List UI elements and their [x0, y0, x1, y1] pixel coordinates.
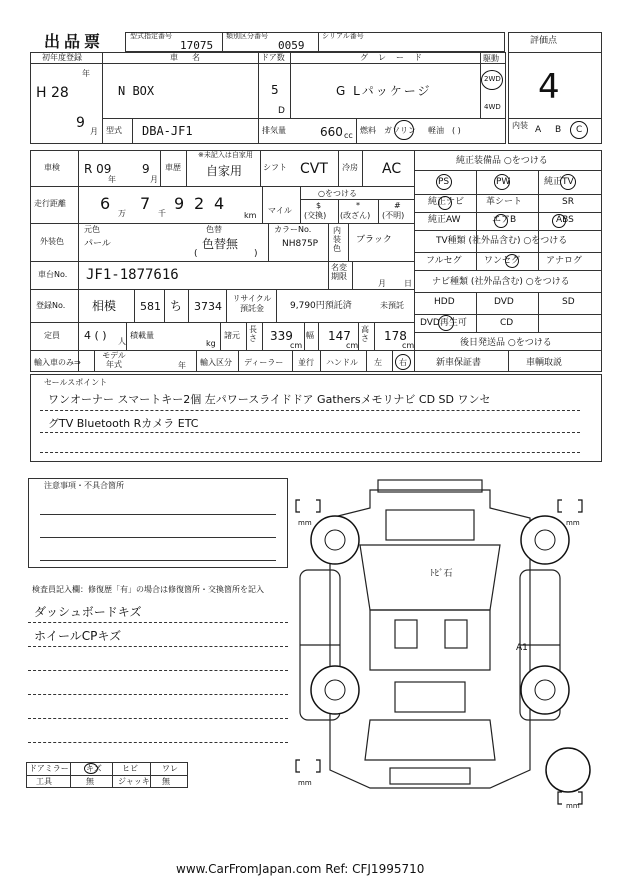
fuel: ガソリン	[384, 126, 416, 135]
interior-b: B	[555, 125, 562, 135]
category-value: 0059	[278, 39, 305, 52]
import-label: 輸入車のみ⇒	[34, 358, 81, 367]
parts-jack-label: ジャッキ	[118, 777, 150, 786]
equip-tv: 純正TV	[544, 177, 574, 187]
door-type: D	[278, 106, 285, 116]
sales-line1: ワンオーナー スマートキー2個 左パワースライドドア Gathersメモリナビ CD SD ワンセ	[48, 393, 491, 406]
interior-label: 内装	[512, 121, 528, 130]
mileage-digit-2: 7	[140, 194, 151, 213]
equip-leather: 革シート	[486, 197, 523, 207]
model-label: 型式	[106, 126, 122, 135]
repaint-label: 色替	[206, 225, 222, 234]
tv-analog: アナログ	[546, 256, 583, 266]
drive-label: 駆動	[483, 54, 499, 63]
mileage-digit-4: 2	[194, 194, 205, 213]
fuel-circle	[394, 120, 414, 140]
width: 147	[328, 329, 351, 343]
displacement-label: 排気量	[262, 126, 286, 135]
reg-kana: ち	[170, 299, 183, 313]
footer-watermark: www.CarFromJapan.com Ref: CFJ1995710	[176, 862, 425, 876]
navi-dvd-play: DVD再生可	[420, 318, 467, 328]
dim-label: 諸元	[224, 331, 240, 340]
reg-place: 相模	[92, 299, 117, 313]
color-no-label: カラーNo.	[274, 225, 312, 234]
chassis: JF1-1877616	[86, 267, 179, 283]
mark-hood: ﾄﾋﾞ石	[430, 569, 453, 579]
import-type-label: 輸入区分	[200, 358, 232, 367]
handle-right: 右	[399, 358, 407, 367]
parts-header-mirror: ドアミラー	[29, 764, 69, 773]
parts-jack-value: 無	[162, 777, 170, 786]
grade-label: グレード	[360, 53, 432, 62]
reg-label: 登録No.	[36, 301, 66, 310]
doors-label: ドア数	[261, 53, 285, 62]
mm-label-fl: mm	[298, 519, 312, 527]
interior-c-circle	[570, 121, 588, 139]
tv-fullseg: フルセグ	[426, 256, 462, 266]
first-reg-label: 初年度登録	[42, 53, 82, 62]
orig-color: パール	[84, 239, 111, 249]
equip-aw: 純正AW	[428, 215, 461, 225]
first-reg-month: 9	[76, 115, 85, 131]
model-cert-value: 17075	[180, 39, 214, 52]
equip-pw: PW	[496, 177, 511, 187]
capacity-label: 定員	[44, 331, 60, 340]
tv-oneseg: ワンセグ	[484, 256, 521, 266]
notes-box	[28, 478, 288, 568]
color-no: NH875P	[282, 239, 319, 249]
recycle-unpaid: 未預託	[380, 301, 404, 310]
height: 178	[384, 329, 407, 343]
inspection-label: 車検	[44, 163, 60, 172]
model: DBA-JF1	[142, 124, 193, 138]
later-label: 後日発送品 ○をつける	[460, 338, 552, 348]
ac-label: 冷房	[342, 163, 358, 172]
category-label: 類別区分番号	[226, 32, 268, 40]
history-label: 車歴	[165, 163, 181, 172]
mile: マイル	[268, 206, 292, 215]
equip-sr: SR	[562, 197, 574, 207]
drive-2wd-circle	[481, 70, 503, 90]
parts-tool-value: 無	[86, 777, 94, 786]
mm-label-rl: mm	[298, 779, 312, 787]
mileage-digit-3: 9	[174, 194, 185, 213]
mileage-digit-5: 4	[214, 194, 225, 213]
recycle: 9,790円預託済	[290, 301, 352, 311]
notes-label: 注意事項・不具合箇所	[44, 481, 124, 490]
tv-label: TV種類 (社外品含む) ○をつける	[436, 236, 568, 246]
chassis-label: 車台No.	[38, 270, 68, 279]
wheel-rear-right	[521, 666, 569, 714]
wheel-rear-left	[311, 666, 359, 714]
parts-header-break: ワレ	[162, 764, 178, 773]
width-label: 幅	[306, 331, 314, 340]
inspection-month: 9	[142, 162, 150, 176]
history-note: ※未記入は自家用	[198, 151, 253, 159]
reg-num: 3734	[194, 300, 222, 313]
interior-a: A	[535, 125, 542, 135]
recycle-label: リサイクル預託金	[232, 294, 272, 313]
interior-c: C	[576, 125, 583, 135]
genuine-label: 純正装備品 ○をつける	[456, 156, 548, 166]
capacity: 4 ( )	[84, 329, 107, 342]
mileage-digit-1: 6	[100, 194, 111, 213]
reg-class: 581	[140, 300, 161, 313]
inspector-label: 検査員記入欄：修復歴「有」の場合は修復箇所・交換箇所を記入	[32, 585, 264, 594]
equip-abs: ABS	[556, 215, 574, 225]
displacement: 660	[320, 125, 343, 139]
sales-line2: グTV Bluetooth Rカメラ ETC	[48, 417, 199, 430]
handle-right-circle	[395, 354, 411, 370]
height-label: 高さ	[361, 325, 369, 343]
wheel-front-left	[311, 516, 359, 564]
parallel: 並行	[298, 358, 314, 367]
interior-color-label: 内装色	[333, 226, 341, 253]
length: 339	[270, 329, 293, 343]
dealer: ディーラー	[244, 358, 284, 367]
model-cert-label: 型式指定番号	[130, 32, 172, 40]
mm-label-fr: mm	[566, 519, 580, 527]
handle-left: 左	[374, 358, 382, 367]
notes-line2: ホイールCPキズ	[34, 629, 122, 643]
inspection-era: R 09	[84, 162, 112, 176]
exchange: (交換)	[304, 211, 327, 220]
wheel-front-right	[521, 516, 569, 564]
length-label: 長さ	[249, 325, 257, 343]
grade: G Lパッケージ	[336, 84, 432, 98]
car-name-label: 車名	[170, 53, 214, 62]
fuel-label: 燃料	[360, 126, 376, 135]
spare-tire	[546, 748, 590, 792]
model-year-label: モデル年式	[102, 351, 126, 369]
navi-cd: CD	[500, 318, 514, 328]
shift-label: シフト	[263, 163, 287, 172]
eval-score: 4	[538, 67, 560, 107]
sales-label: セールスポイント	[44, 378, 108, 387]
later-manual: 車輌取説	[526, 358, 563, 368]
sheet-title: 出品票	[44, 32, 105, 51]
equip-navi: 純正ナビ	[428, 197, 465, 207]
parts-header-crack: ヒビ	[122, 764, 138, 773]
parts-tool-label: 工具	[36, 777, 52, 786]
unknown: (不明)	[382, 211, 405, 220]
interior-color: ブラック	[356, 235, 392, 245]
car-name: N BOX	[118, 84, 155, 98]
navi-hdd: HDD	[434, 297, 455, 307]
mileage-label: 走行距離	[34, 199, 66, 208]
mark-a1: A1	[516, 643, 528, 653]
later-warranty: 新車保証書	[436, 358, 482, 368]
orig-color-label: 元色	[84, 225, 100, 234]
load-label: 積載量	[130, 331, 154, 340]
name-change-label: 名変期限	[331, 263, 347, 281]
doors: 5	[271, 83, 279, 97]
navi-dvd: DVD	[494, 297, 514, 307]
history: 自家用	[206, 164, 243, 178]
color-label: 外装色	[40, 237, 64, 246]
repaint: 色替無	[202, 237, 239, 251]
car-diagram	[290, 470, 610, 810]
equip-ps: PS	[438, 177, 450, 187]
first-reg-era: H 28	[36, 85, 69, 101]
ac: AC	[382, 161, 402, 177]
drive-2wd: 2WD	[484, 75, 501, 83]
shift: CVT	[300, 161, 328, 177]
equip-airbag: エアB	[492, 215, 517, 225]
navi-sd: SD	[562, 297, 575, 307]
parts-header-scratch: キズ	[86, 764, 102, 773]
meter-note: ○をつける	[318, 189, 357, 198]
notes-line1: ダッシュボードキズ	[34, 605, 142, 619]
mm-label-rr: mm	[566, 802, 580, 810]
drive-4wd: 4WD	[484, 103, 501, 111]
eval-label: 評価点	[530, 36, 558, 46]
serial-label: シリアル番号	[322, 32, 364, 40]
navi-label: ナビ種類 (社外品含む) ○をつける	[432, 277, 570, 287]
handle-label: ハンドル	[326, 358, 358, 367]
light-oil: 軽油	[428, 126, 444, 135]
tamper: (改ざん)	[340, 211, 371, 220]
